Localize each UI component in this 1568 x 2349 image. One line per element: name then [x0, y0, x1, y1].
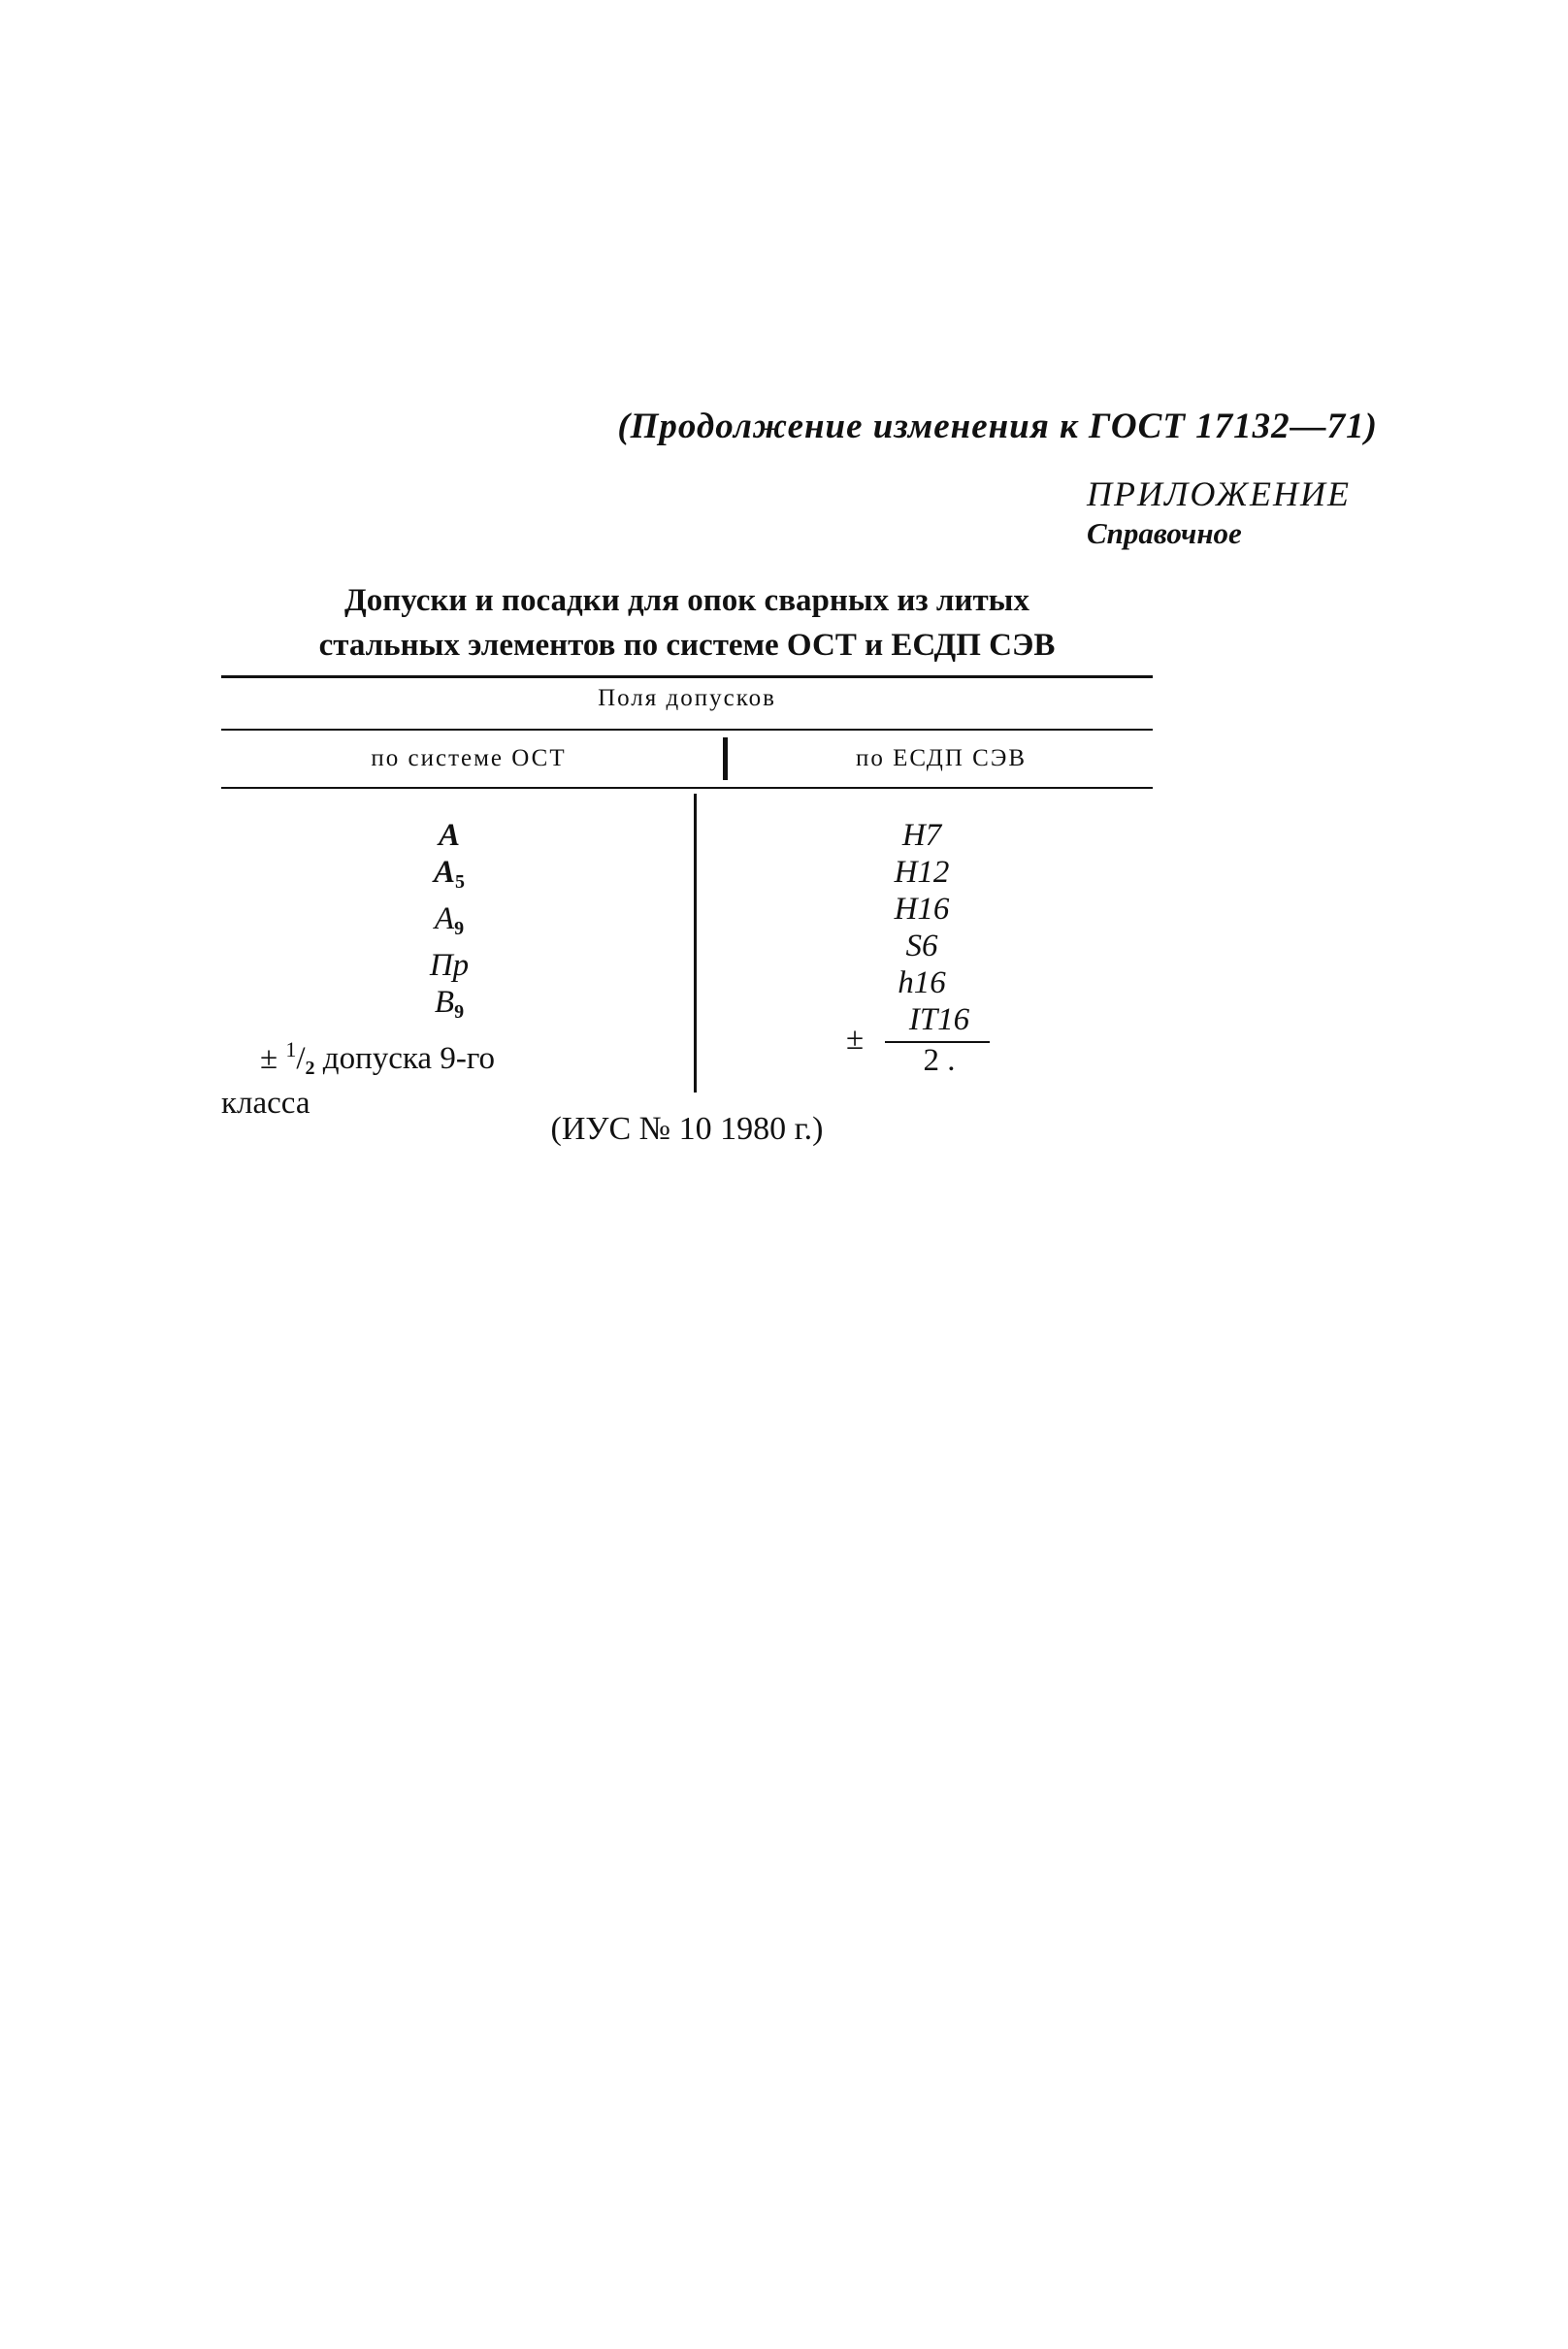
- fraction-numerator: IT16: [908, 1002, 970, 1037]
- esdp-column: [691, 817, 1153, 1077]
- continuation-note: (Продолжение изменения к ГОСТ 17132—71): [617, 407, 1378, 446]
- esdp-row-4: S6: [905, 929, 938, 963]
- header-bottom-rule: [221, 787, 1153, 789]
- table-title: [221, 578, 1153, 668]
- column-header-ost: по системе ОСТ: [371, 745, 567, 771]
- column-header-esdp: по ЕСДП СЭВ: [855, 745, 1028, 771]
- ost-row-6: ± $^1/_2$ допуска 9-го класса: [221, 1037, 496, 1121]
- table-title-line-1: Допуски и посадки для опок сварных из литых: [344, 583, 1029, 618]
- reference-label: Справочное: [1087, 516, 1242, 550]
- esdp-row-6: ± IT16 2 .: [691, 1001, 1153, 1077]
- ost-row-2: $A_5$: [433, 855, 465, 893]
- table-top-rule: [221, 675, 1153, 678]
- ost-row-1: A: [438, 818, 460, 853]
- ost-row-5: $B_9$: [434, 985, 465, 1023]
- esdp-row-1: H7: [901, 818, 942, 853]
- ost-row-4: Пр: [429, 948, 470, 983]
- ost-row-3: $A_9$: [434, 901, 465, 939]
- group-header: Поля допусков: [598, 685, 776, 711]
- ost-column: [221, 817, 677, 1121]
- header-column-divider: [723, 737, 728, 780]
- table-title-line-2: стальных элементов по системе ОСТ и ЕСДП СЭВ: [318, 628, 1056, 663]
- esdp-row-2: H12: [894, 855, 950, 890]
- source-note: (ИУС № 10 1980 г.): [550, 1111, 824, 1147]
- group-header-rule: [221, 729, 1153, 731]
- appendix-label: ПРИЛОЖЕНИЕ: [1087, 474, 1351, 513]
- esdp-row-5: h16: [898, 965, 946, 1000]
- fraction-denominator: 2 .: [923, 1043, 956, 1078]
- esdp-row-3: H16: [894, 892, 950, 927]
